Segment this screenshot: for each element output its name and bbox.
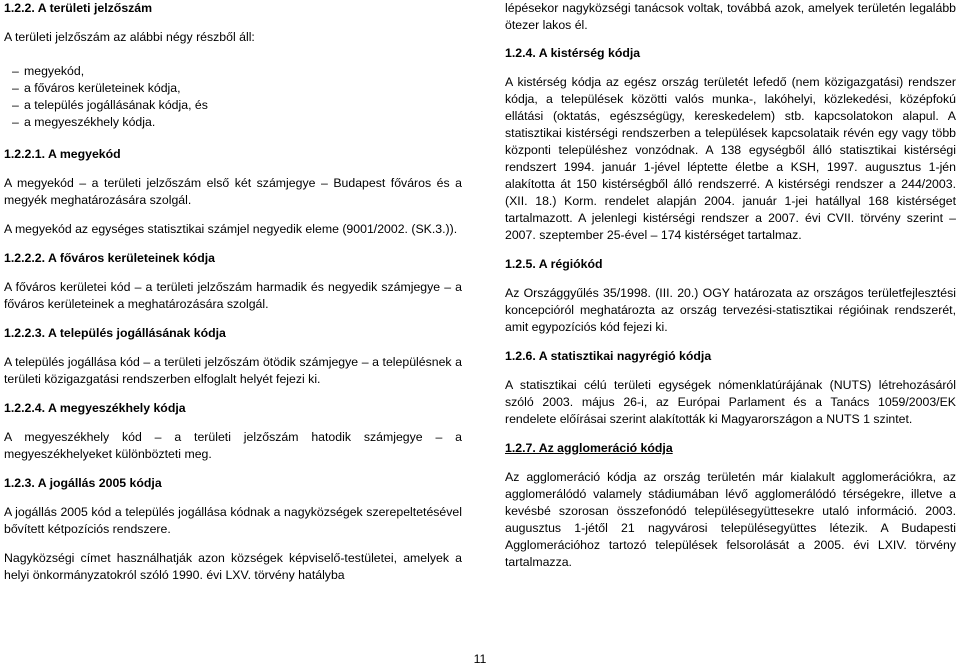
paragraph: A jogállás 2005 kód a település jogállása kódnak a nagyközségek szerepeltetésével bővített kétpozíciós rendszere. xyxy=(4,505,462,536)
paragraph: A megyekód – a területi jelzőszám első két számjegye – Budapest főváros és a megyék meghatározására szolgál. xyxy=(4,176,462,207)
section-heading: 1.2.2.4. A megyeszékhely kódja xyxy=(4,401,186,415)
section-heading: 1.2.2. A területi jelzőszám xyxy=(4,1,153,15)
page-number: 11 xyxy=(473,652,487,666)
paragraph: A megyeszékhely kód – a területi jelzőszám hatodik számjegye – a megyeszékhelyeket különbözteti meg. xyxy=(4,430,462,461)
section-heading: 1.2.7. Az agglomeráció kódja xyxy=(505,441,673,455)
paragraph: A kistérség kódja az egész ország területét lefedő (nem közigazgatási) rendszer kódja, a települések közötti valós munka-, lakóhelyi, közlekedési, középfokú ellátási (oktatás, egészségügy, kereskedelem) stb. kapcsolatokon alapul. A statisztikai kistérségi rendszerben a települések kapcsolataik révén egy vagy több központi településhez vonzódnak. A 138 egységből álló statisztikai kistérségi rendszert 1994. január 1-jével léptette életbe a KSH, 1997. augusztus 1-jén alakította át 150 kistérségből álló rendszerré. A kistérségi rendszer a 244/2003. (XII. 18.) Korm. rendelet alapján 2004. január 1-jei hatállyal 168 kistérséget tartalmazott. A jelenlegi kistérségi rendszer a 2007. évi CVII. törvény szerint – 2007. szeptember 25-ével – 174 kistérséget tartalmaz. xyxy=(505,75,956,242)
section-heading: 1.2.5. A régiókód xyxy=(505,257,603,271)
paragraph: A megyekód az egységes statisztikai számjel negyedik eleme (9001/2002. (SK.3.)). xyxy=(4,222,458,236)
right-column xyxy=(505,0,956,571)
paragraph: A területi jelzőszám az alábbi négy részből áll: xyxy=(4,30,255,44)
paragraph: A statisztikai célú területi egységek nómenklatúrájának (NUTS) létrehozásáról szóló 2003. május 26-i, az Európai Parlament és a Tanács 1059/2003/EK rendelete előírásai szerint alakították ki Magyarországon a NUTS 1 szintet. xyxy=(505,378,956,426)
paragraph: Az Országgyűlés 35/1998. (III. 20.) OGY határozata az országos területfejlesztési koncepcióról meghatározta az ország tervezési-statisztikai régióinak rendszerét, amit egypozíciós kód fejezi ki. xyxy=(505,286,956,334)
section-heading: 1.2.4. A kistérség kódja xyxy=(505,46,641,60)
list-item: – a település jogállásának kódja, és xyxy=(24,97,462,114)
section-heading: 1.2.3. A jogállás 2005 kódja xyxy=(4,476,162,490)
paragraph: A főváros kerületei kód – a területi jelzőszám harmadik és negyedik számjegye – a főváros kerületeinek a meghatározására szolgál. xyxy=(4,280,462,311)
component-list xyxy=(4,63,462,131)
list-item: – a főváros kerületeinek kódja, xyxy=(24,80,462,97)
paragraph: lépésekor nagyközségi tanácsok voltak, továbbá azok, amelyek területén legalább ötezer lakos él. xyxy=(505,1,956,32)
section-heading: 1.2.2.2. A főváros kerületeinek kódja xyxy=(4,251,215,265)
left-column xyxy=(4,0,462,584)
list-item: – a megyeszékhely kódja. xyxy=(24,114,462,131)
list-item: – megyekód, xyxy=(24,63,462,80)
section-heading: 1.2.2.1. A megyekód xyxy=(4,147,121,161)
paragraph: Nagyközségi címet használhatják azon községek képviselő-testületei, amelyek a helyi önkormányzatokról szóló 1990. évi LXV. törvény hatályba xyxy=(4,551,462,582)
paragraph: A település jogállása kód – a területi jelzőszám ötödik számjegye – a településnek a területi közigazgatási rendszerben elfoglalt helyét fejezi ki. xyxy=(4,355,462,386)
paragraph: Az agglomeráció kódja az ország területén már kialakult agglomerációkra, az agglomerálódó valamely stádiumában lévő agglomerálódó térségekre, illetve a kevésbé szorosan összefonódó településegyüttesekre utaló információ. 2003. augusztus 1-jétől 21 nagyvárosi településegyüttes létezik. A Budapesti Agglomerációhoz tartozó települések felsorolását a 2005. évi LXIV. törvény tartalmazza. xyxy=(505,470,956,569)
section-heading: 1.2.6. A statisztikai nagyrégió kódja xyxy=(505,349,712,363)
section-heading: 1.2.2.3. A település jogállásának kódja xyxy=(4,326,226,340)
